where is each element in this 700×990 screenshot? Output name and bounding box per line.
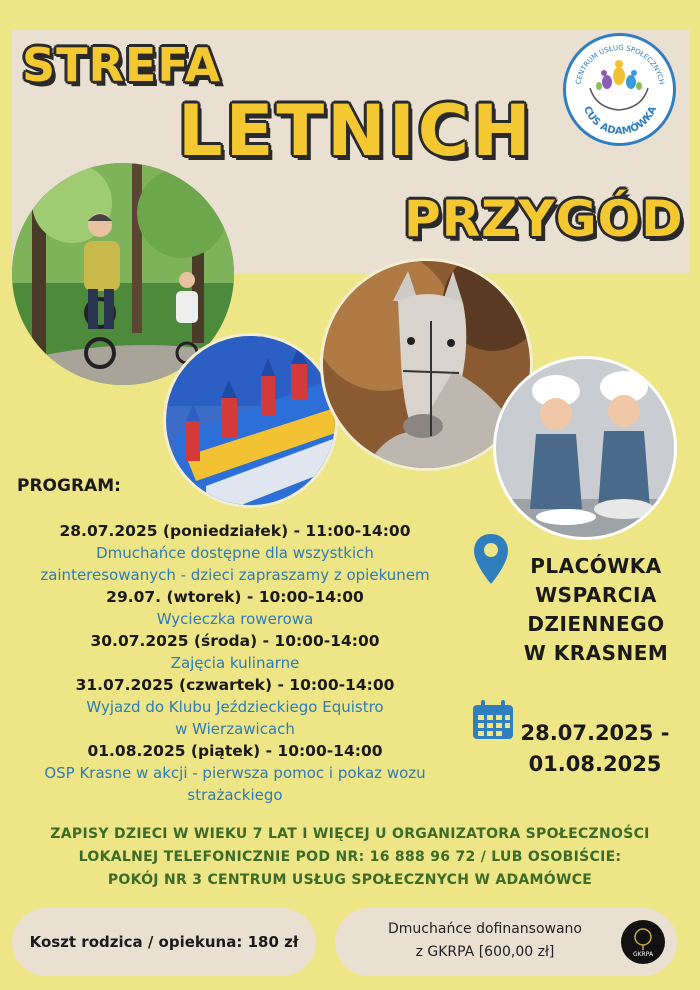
logo-bottom-text: CUS ADAMÓWKA (581, 104, 660, 138)
title-strefa: STREFA (22, 38, 222, 92)
venue-line: W KRASNEM (523, 641, 669, 665)
parent-cost: Koszt rodzica / opiekuna: 180 zł (29, 933, 299, 951)
kids-cooking-photo (493, 356, 677, 540)
people-icon (596, 60, 642, 90)
date-start: 28.07.2025 - (520, 721, 670, 745)
title-letnich: LETNICH (178, 90, 534, 172)
program-desc: w Wierzawicach (175, 720, 295, 738)
date-end: 01.08.2025 (528, 752, 662, 776)
registration-line: ZAPISY DZIECI W WIEKU 7 LAT I WIĘCEJ U ORGANIZATORA SPOŁECZNOŚCI (50, 826, 650, 842)
calendar-icon (471, 699, 515, 745)
program-desc: zainteresowanych - dzieci zapraszamy z opiekunem (40, 566, 430, 584)
program-desc: OSP Krasne w akcji - pierwsza pomoc i pokaz wozu (44, 764, 426, 782)
venue-line: DZIENNEGO (527, 612, 665, 636)
registration-info (0, 823, 700, 892)
program-date: 31.07.2025 (czwartek) - 10:00-14:00 (75, 676, 395, 694)
title-przygod: PRZYGÓD (404, 190, 684, 248)
gkrpa-badge-text: GKRPA (632, 951, 654, 958)
program-date: 30.07.2025 (środa) - 10:00-14:00 (90, 632, 380, 650)
bouncy-castle-photo (163, 333, 338, 508)
event-date-range (510, 718, 680, 780)
program-desc: Dmuchańce dostępne dla wszystkich (96, 544, 374, 562)
hands-icon (590, 88, 648, 110)
program-date: 29.07. (wtorek) - 10:00-14:00 (106, 588, 364, 606)
program-date: 28.07.2025 (poniedziałek) - 11:00-14:00 (59, 522, 411, 540)
funding-line: Dmuchańce dofinansowano (388, 921, 582, 937)
program-desc: Wyjazd do Klubu Jeździeckiego Equistro (86, 698, 384, 716)
program-item (0, 630, 470, 674)
gkrpa-logo (621, 920, 665, 964)
logo-top-text: CENTRUM USŁUG SPOŁECZNYCH (574, 43, 666, 86)
program-desc: Wycieczka rowerowa (156, 610, 314, 628)
cost-box (12, 908, 316, 976)
funding-box (335, 908, 677, 976)
program-item (0, 520, 470, 586)
venue-name (496, 552, 696, 668)
program-list (0, 520, 470, 806)
program-item (0, 740, 470, 806)
venue-line: PLACÓWKA (530, 554, 662, 578)
program-item (0, 586, 470, 630)
funding-text (365, 918, 605, 964)
program-date: 01.08.2025 (piątek) - 10:00-14:00 (87, 742, 383, 760)
program-heading: PROGRAM: (17, 476, 121, 496)
venue-line: WSPARCIA (535, 583, 657, 607)
registration-line: POKÓJ NR 3 CENTRUM USŁUG SPOŁECZNYCH W ADAMÓWCE (107, 872, 593, 888)
program-desc: strażackiego (187, 786, 283, 804)
cus-adamowka-logo (563, 33, 676, 146)
funding-line: z GKRPA [600,00 zł] (415, 944, 555, 960)
program-desc: Zajęcia kulinarne (170, 654, 300, 672)
registration-line: LOKALNEJ TELEFONICZNIE POD NR: 16 888 96 72 / LUB OSOBIŚCIE: (78, 849, 622, 865)
program-item (0, 674, 470, 740)
